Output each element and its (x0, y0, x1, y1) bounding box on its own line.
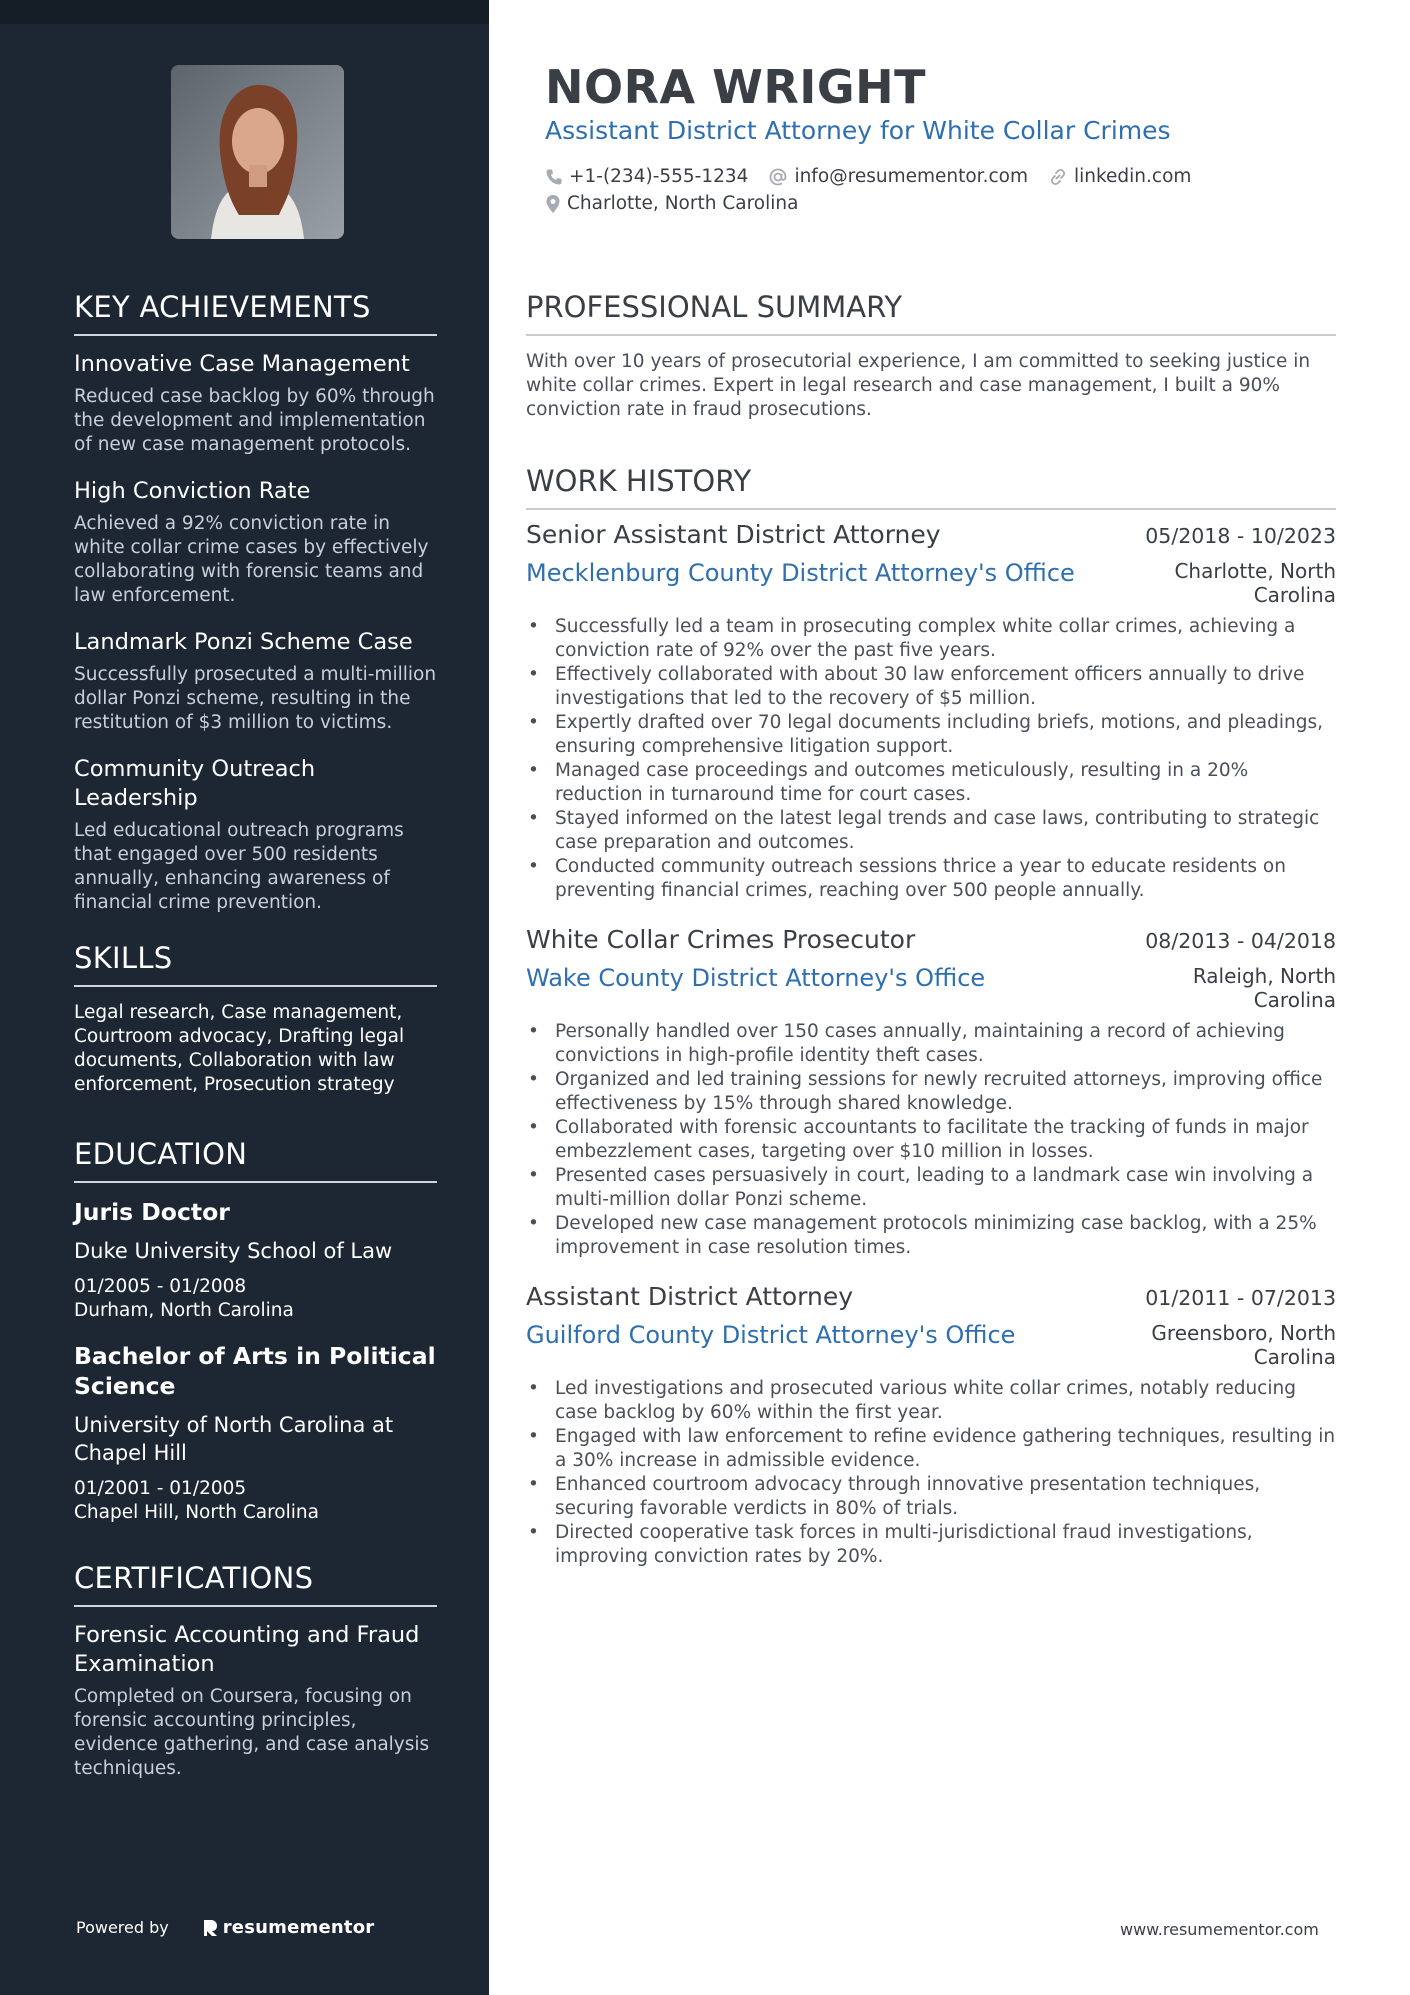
job-location: Greensboro, North Carolina (1151, 1321, 1336, 1369)
education-school: University of North Carolina at Chapel Hill (74, 1413, 394, 1465)
job-location: Raleigh, North Carolina (1192, 964, 1336, 1012)
brand-mark-icon (201, 1918, 219, 1938)
candidate-role: Assistant District Attorney for White Collar Crimes (545, 116, 1171, 145)
sidebar-content (74, 290, 437, 1807)
powered-by (76, 1917, 374, 1938)
job-bullet: • Engaged with law enforcement to refine evidence gathering techniques, resulting in a 30% increase in admissible evidence. (526, 1425, 1336, 1473)
skills-section (74, 941, 437, 1097)
footer-website-link[interactable]: www.resumementor.com (1120, 1920, 1319, 1939)
education-location: Durham, North Carolina (74, 1300, 294, 1321)
job-company: Mecklenburg County District Attorney's Office (526, 559, 1075, 587)
location-contact (545, 193, 798, 214)
job-company: Guilford County District Attorney's Office (526, 1321, 1016, 1349)
at-sign-icon (768, 167, 788, 187)
skills-list: Legal research, Case management, Courtroom advocacy, Drafting legal documents, Collaboration with law enforcement, Prosecution strategy (74, 1002, 405, 1095)
summary-heading: PROFESSIONAL SUMMARY (526, 290, 1336, 336)
phone-contact[interactable] (545, 166, 748, 187)
job-bullets (526, 615, 1336, 903)
achievement-item (74, 755, 437, 915)
job-dates: 08/2013 - 04/2018 (1145, 929, 1336, 953)
achievement-item (74, 477, 437, 608)
job-bullet: • Enhanced courtroom advocacy through innovative presentation techniques, securing favorable verdicts in 80% of trials. (526, 1473, 1336, 1521)
contact-info (545, 163, 1211, 217)
job-bullet: • Personally handled over 150 cases annually, maintaining a record of achieving convictions in high-profile identity theft cases. (526, 1020, 1336, 1068)
linkedin-contact[interactable] (1048, 166, 1191, 187)
job-title: Senior Assistant District Attorney (526, 520, 941, 549)
job-bullets (526, 1020, 1336, 1260)
achievement-description: Successfully prosecuted a multi-million dollar Ponzi scheme, resulting in the restitution of $3 million to victims. (74, 664, 437, 733)
certification-description: Completed on Coursera, focusing on forensic accounting principles, evidence gathering, and case analysis techniques. (74, 1686, 430, 1779)
achievement-title: High Conviction Rate (74, 478, 311, 504)
education-degree: Bachelor of Arts in Political Science (74, 1342, 436, 1400)
skills-heading: SKILLS (74, 941, 437, 987)
brand-logo[interactable] (201, 1917, 375, 1938)
job-bullet: • Conducted community outreach sessions thrice a year to educate residents on preventing financial crimes, reaching over 500 people annually. (526, 855, 1336, 903)
sidebar-top-bar (0, 0, 489, 24)
phone-number: +1-(234)-555-1234 (569, 166, 749, 187)
job-bullet: • Effectively collaborated with about 30 law enforcement officers annually to drive investigations that led to the recovery of $5 million. (526, 663, 1336, 711)
email-address: info@resumementor.com (794, 166, 1028, 187)
location-text: Charlotte, North Carolina (567, 193, 799, 214)
education-degree: Juris Doctor (74, 1198, 230, 1226)
work-history-heading: WORK HISTORY (526, 464, 1336, 510)
job-bullets (526, 1377, 1336, 1569)
education-section (74, 1137, 437, 1525)
job-title: White Collar Crimes Prosecutor (526, 925, 916, 954)
education-dates: 01/2001 - 01/2005 (74, 1478, 247, 1499)
job-bullet: • Organized and led training sessions for newly recruited attorneys, improving office effectiveness by 15% through shared knowledge. (526, 1068, 1336, 1116)
job-entry (526, 520, 1336, 903)
achievement-description: Achieved a 92% conviction rate in white collar crime cases by effectively collaborating with forensic teams and law enforcement. (74, 513, 429, 606)
job-bullet: • Successfully led a team in prosecuting complex white collar crimes, achieving a conviction rate of 92% over the past five years. (526, 615, 1336, 663)
job-title: Assistant District Attorney (526, 1282, 854, 1311)
job-bullet: • Managed case proceedings and outcomes meticulously, resulting in a 20% reduction in turnaround time for court cases. (526, 759, 1336, 807)
certification-title: Forensic Accounting and Fraud Examination (74, 1622, 420, 1677)
certifications-section (74, 1561, 437, 1781)
profile-photo (171, 65, 344, 239)
achievements-heading: KEY ACHIEVEMENTS (74, 290, 437, 336)
achievement-item (74, 628, 437, 735)
job-bullet: • Developed new case management protocols minimizing case backlog, with a 25% improvement in case resolution times. (526, 1212, 1336, 1260)
certification-item (74, 1621, 437, 1781)
sidebar (0, 0, 489, 1995)
job-bullet: • Presented cases persuasively in court, leading to a landmark case win involving a multi-million dollar Ponzi scheme. (526, 1164, 1336, 1212)
job-bullet: • Directed cooperative task forces in multi-jurisdictional fraud investigations, improving conviction rates by 20%. (526, 1521, 1336, 1569)
education-dates: 01/2005 - 01/2008 (74, 1276, 247, 1297)
education-heading: EDUCATION (74, 1137, 437, 1183)
education-school: Duke University School of Law (74, 1239, 393, 1263)
location-pin-icon (545, 194, 561, 214)
job-entry (526, 925, 1336, 1260)
linkedin-url: linkedin.com (1073, 166, 1192, 187)
achievements-section (74, 290, 437, 915)
link-icon (1048, 167, 1068, 187)
job-entry (526, 1282, 1336, 1569)
job-dates: 05/2018 - 10/2023 (1145, 524, 1336, 548)
education-item (74, 1341, 437, 1525)
phone-icon (545, 168, 563, 186)
summary-text: With over 10 years of prosecutorial experience, I am committed to seeking justice in white collar crimes. Expert in legal research and case management, I built a 90% conviction rate in fraud prosecutions. (526, 351, 1311, 420)
education-meta (74, 1275, 437, 1323)
job-bullet: • Led investigations and prosecuted various white collar crimes, notably reducing case backlog by 60% within the first year. (526, 1377, 1336, 1425)
job-bullet: • Stayed informed on the latest legal trends and case laws, contributing to strategic case preparation and outcomes. (526, 807, 1336, 855)
achievement-description: Led educational outreach programs that engaged over 500 residents annually, enhancing awareness of financial crime prevention. (74, 820, 404, 913)
job-location: Charlotte, North Carolina (1174, 559, 1336, 607)
achievement-description: Reduced case backlog by 60% through the development and implementation of new case management protocols. (74, 386, 435, 455)
achievement-title: Landmark Ponzi Scheme Case (74, 629, 413, 655)
candidate-name: NORA WRIGHT (545, 60, 927, 114)
achievement-title: Innovative Case Management (74, 351, 410, 377)
education-item (74, 1197, 437, 1323)
education-meta (74, 1477, 437, 1525)
brand-name: resumementor (222, 1917, 375, 1938)
education-location: Chapel Hill, North Carolina (74, 1502, 319, 1523)
job-company: Wake County District Attorney's Office (526, 964, 986, 992)
job-bullet: • Collaborated with forensic accountants to facilitate the tracking of funds in major embezzlement cases, targeting over $10 million in losses. (526, 1116, 1336, 1164)
powered-by-label: Powered by (76, 1918, 169, 1937)
certifications-heading: CERTIFICATIONS (74, 1561, 437, 1607)
email-contact[interactable] (768, 166, 1028, 187)
job-dates: 01/2011 - 07/2013 (1145, 1286, 1336, 1310)
achievement-item (74, 350, 437, 457)
job-bullet: • Expertly drafted over 70 legal documents including briefs, motions, and pleadings, ensuring comprehensive litigation support. (526, 711, 1336, 759)
achievement-title: Community Outreach Leadership (74, 756, 316, 811)
